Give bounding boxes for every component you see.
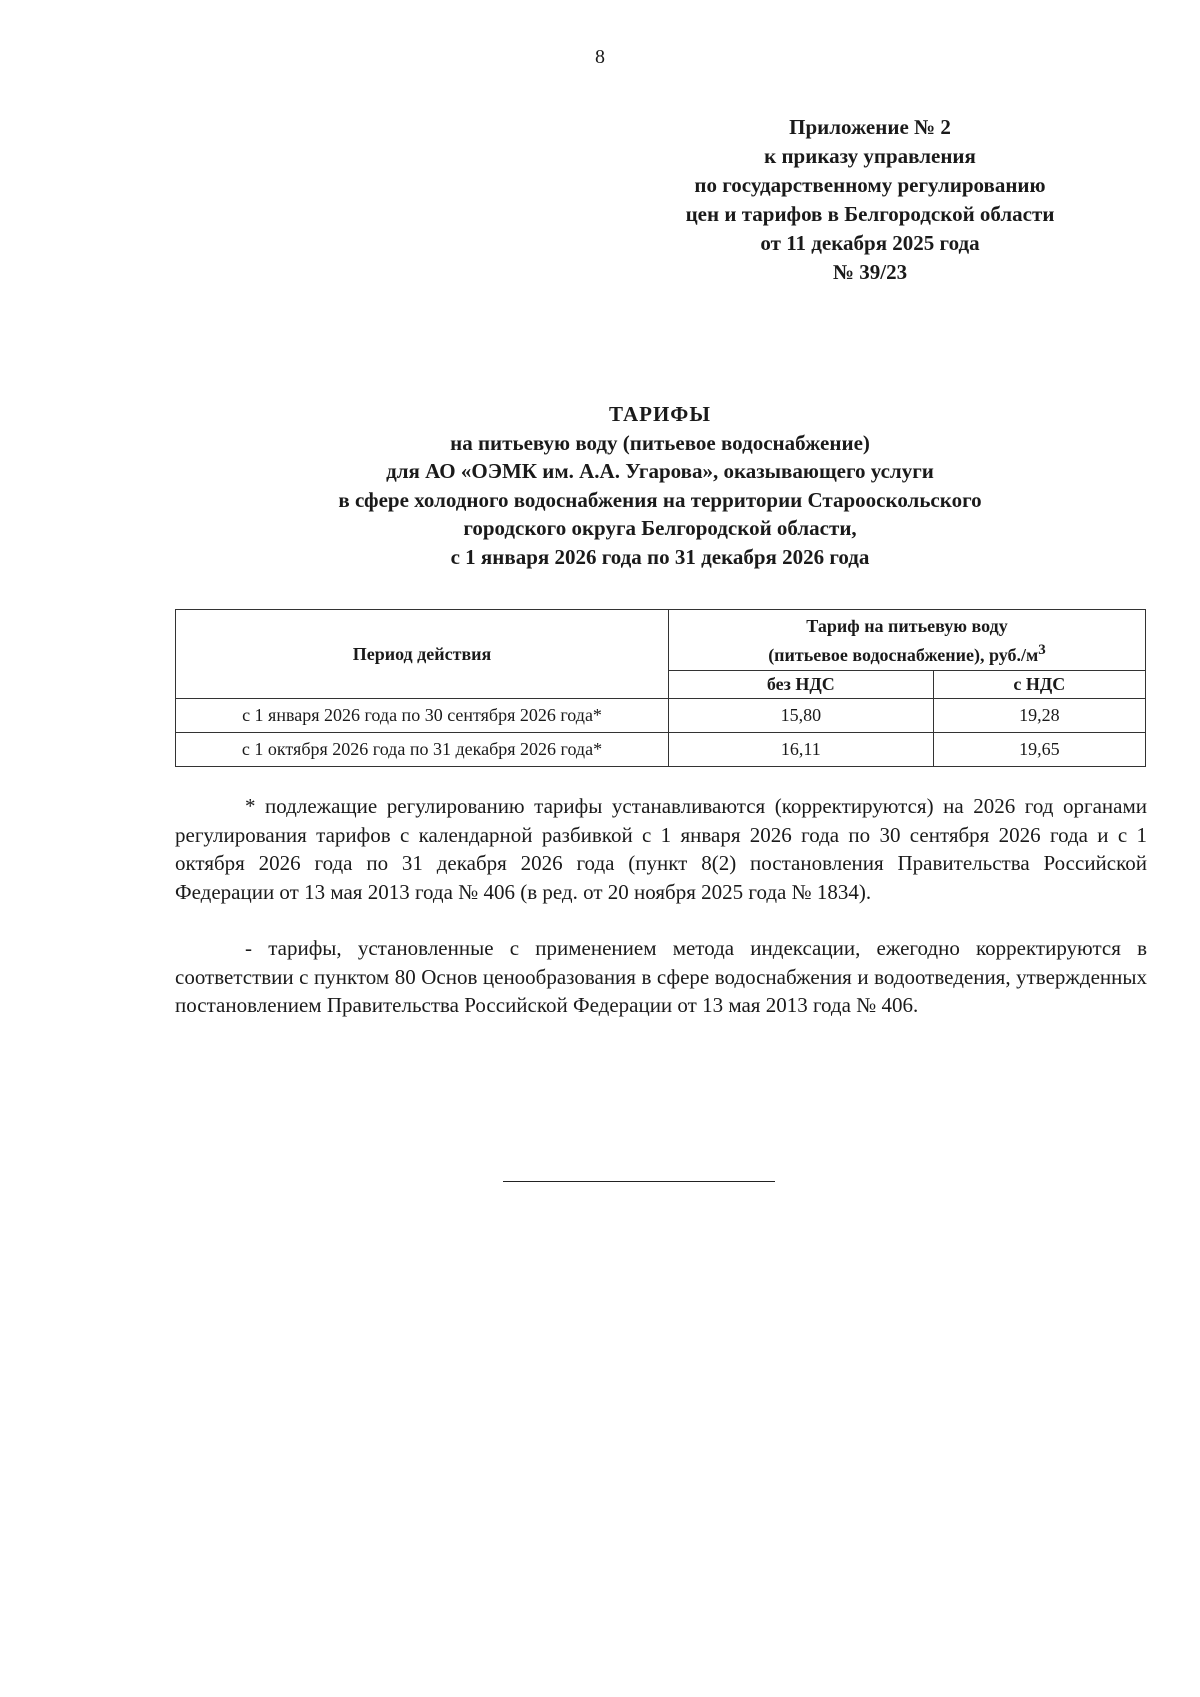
- appendix-line: от 11 декабря 2025 года: [760, 231, 980, 255]
- title-line: городского округа Белгородской области,: [463, 516, 857, 541]
- document-title: [170, 400, 1150, 572]
- title-line: для АО «ОЭМК им. А.А. Угарова», оказывающего услуги: [386, 459, 934, 484]
- appendix-line: цен и тарифов в Белгородской области: [685, 202, 1055, 226]
- tariff-table: [175, 609, 1146, 767]
- row-no-vat: 16,11: [669, 733, 934, 767]
- tariff-header-sup: 3: [1038, 641, 1046, 658]
- end-divider: [503, 1181, 775, 1182]
- col-no-vat-header: без НДС: [669, 671, 934, 699]
- footnotes: [175, 792, 1147, 1020]
- title-main: ТАРИФЫ: [609, 402, 711, 426]
- title-line: с 1 января 2026 года по 31 декабря 2026 года: [450, 544, 870, 569]
- table-row: [176, 699, 1146, 733]
- appendix-line: № 39/23: [832, 260, 908, 284]
- table-header-row: [176, 610, 1146, 671]
- col-vat-header: с НДС: [933, 671, 1145, 699]
- row-vat: 19,28: [933, 699, 1145, 733]
- footnote-paragraph: * подлежащие регулированию тарифы устанавливаются (корректируются) на 2026 год органами регулирования тарифов с календарной разбивкой с 1 января 2026 года по 30 сентября 2026 года и с 1 октября 2026 года по 31 декабря 2026 года (пункт 8(2) постановления Правительства Российской Федерации от 13 мая 2013 года № 406 (в ред. от 20 ноября 2025 года № 1834).: [175, 794, 1147, 904]
- tariff-header-line2: (питьевое водоснабжение), руб./м: [768, 644, 1039, 665]
- row-no-vat: 15,80: [669, 699, 934, 733]
- title-line: в сфере холодного водоснабжения на территории Старооскольского: [338, 487, 982, 512]
- appendix-header: [600, 113, 1140, 287]
- appendix-line: по государственному регулированию: [694, 173, 1046, 197]
- title-line: на питьевую воду (питьевое водоснабжение): [450, 430, 870, 455]
- row-period: с 1 октября 2026 года по 31 декабря 2026 года*: [176, 733, 669, 767]
- period-header: Период действия: [176, 610, 669, 699]
- row-period: с 1 января 2026 года по 30 сентября 2026 года*: [176, 699, 669, 733]
- table-row: [176, 733, 1146, 767]
- appendix-line: к приказу управления: [764, 144, 976, 168]
- row-vat: 19,65: [933, 733, 1145, 767]
- footnote-paragraph: - тарифы, установленные с применением метода индексации, ежегодно корректируются в соответствии с пунктом 80 Основ ценообразования в сфере водоснабжения и водоотведения, утвержденных постановлением Правительства Российской Федерации от 13 мая 2013 года № 406.: [175, 936, 1147, 1017]
- appendix-line: Приложение № 2: [789, 115, 951, 139]
- tariff-header-line1: Тариф на питьевую воду: [806, 615, 1008, 636]
- page-number: 8: [595, 46, 605, 68]
- tariff-header: [669, 610, 1146, 671]
